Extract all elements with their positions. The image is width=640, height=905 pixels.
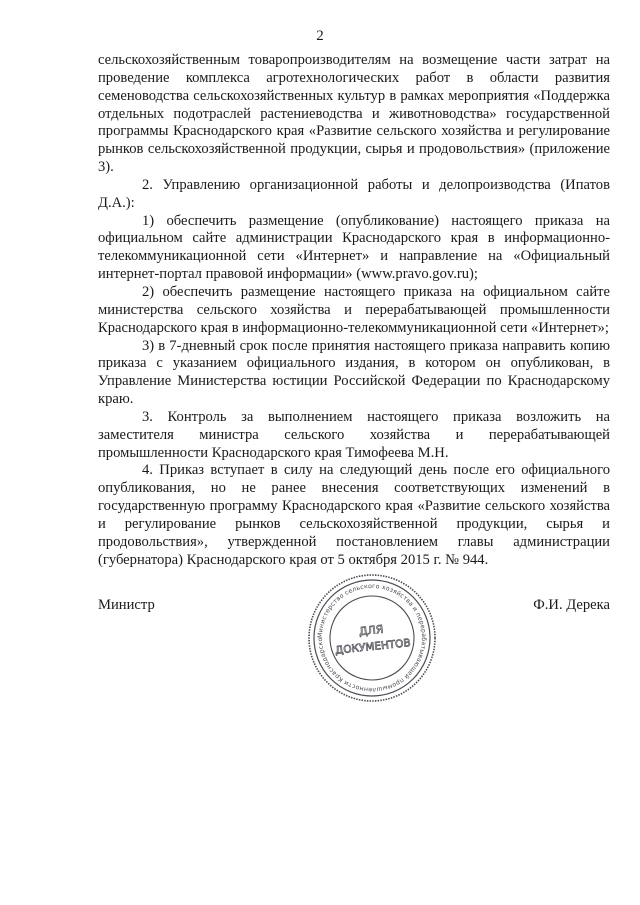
paragraph-item-2: 2. Управлению организационной работы и делопроизводства (Ипатов Д.А.): [98,176,610,211]
paragraph-intro-continuation: сельскохозяйственным товаропроизводителям на возмещение части затрат на проведение комплекса агротехнологических работ в области развития семеноводства сельскохозяйственных культур в рамках мероприятия «Поддержка отдельных подотраслей растениеводства и животноводства» государственной программы Краснодарского края «Развитие сельского хозяйства и регулирование рынков сельскохозяйственной продукции, сырья и продовольствия» (приложение 3). [98,52,610,176]
page-number: 2 [316,28,324,44]
paragraph-subitem-2: 2) обеспечить размещение настоящего приказа на официальном сайте министерства сельского хозяйства и перерабатывающей промышленности Краснодарского края в информационно-телекоммуникационной сети «Интернет»; [98,283,610,336]
signatory-name: Ф.И. Дерека [533,597,610,613]
paragraph-item-3: 3. Контроль за выполнением настоящего приказа возложить на заместителя министра сельского хозяйства и перерабатывающей промышленности Краснодарского края Тимофеева М.Н. [98,408,610,461]
stamp-seal-graphic [306,572,438,704]
paragraph-subitem-1: 1) обеспечить размещение (опубликование) настоящего приказа на официальном сайте администрации Краснодарского края в информационно-телекоммуникационной сети «Интернет» и направление на «Официальный интернет-портал правовой информации» (www.pravo.gov.ru); [98,212,610,283]
document-body [98,52,610,569]
official-stamp [306,572,438,704]
signatory-position: Министр [98,597,155,613]
paragraph-subitem-3: 3) в 7-дневный срок после принятия настоящего приказа направить копию приказа с указанием официального издания, в котором он опубликован, в Управление Министерства юстиции Российской Федерации по Краснодарскому краю. [98,337,610,408]
stamp-center-line1: ДЛЯ [358,622,385,639]
stamp-center-line2: ДОКУМЕНТОВ [334,637,412,657]
stamp-ring-text: Министерство сельского хозяйства и перерабатывающей промышленности Краснодарско [316,582,428,694]
paragraph-item-4: 4. Приказ вступает в силу на следующий день после его официального опубликования, но не ранее внесения соответствующих изменений в государственную программу Краснодарского края «Развитие сельского хозяйства и регулирование рынков сельскохозяйственной продукции, сырья и продовольствия», утвержденной постановлением главы администрации (губернатора) Краснодарского края от 5 октября 2015 г. № 944. [98,462,610,568]
